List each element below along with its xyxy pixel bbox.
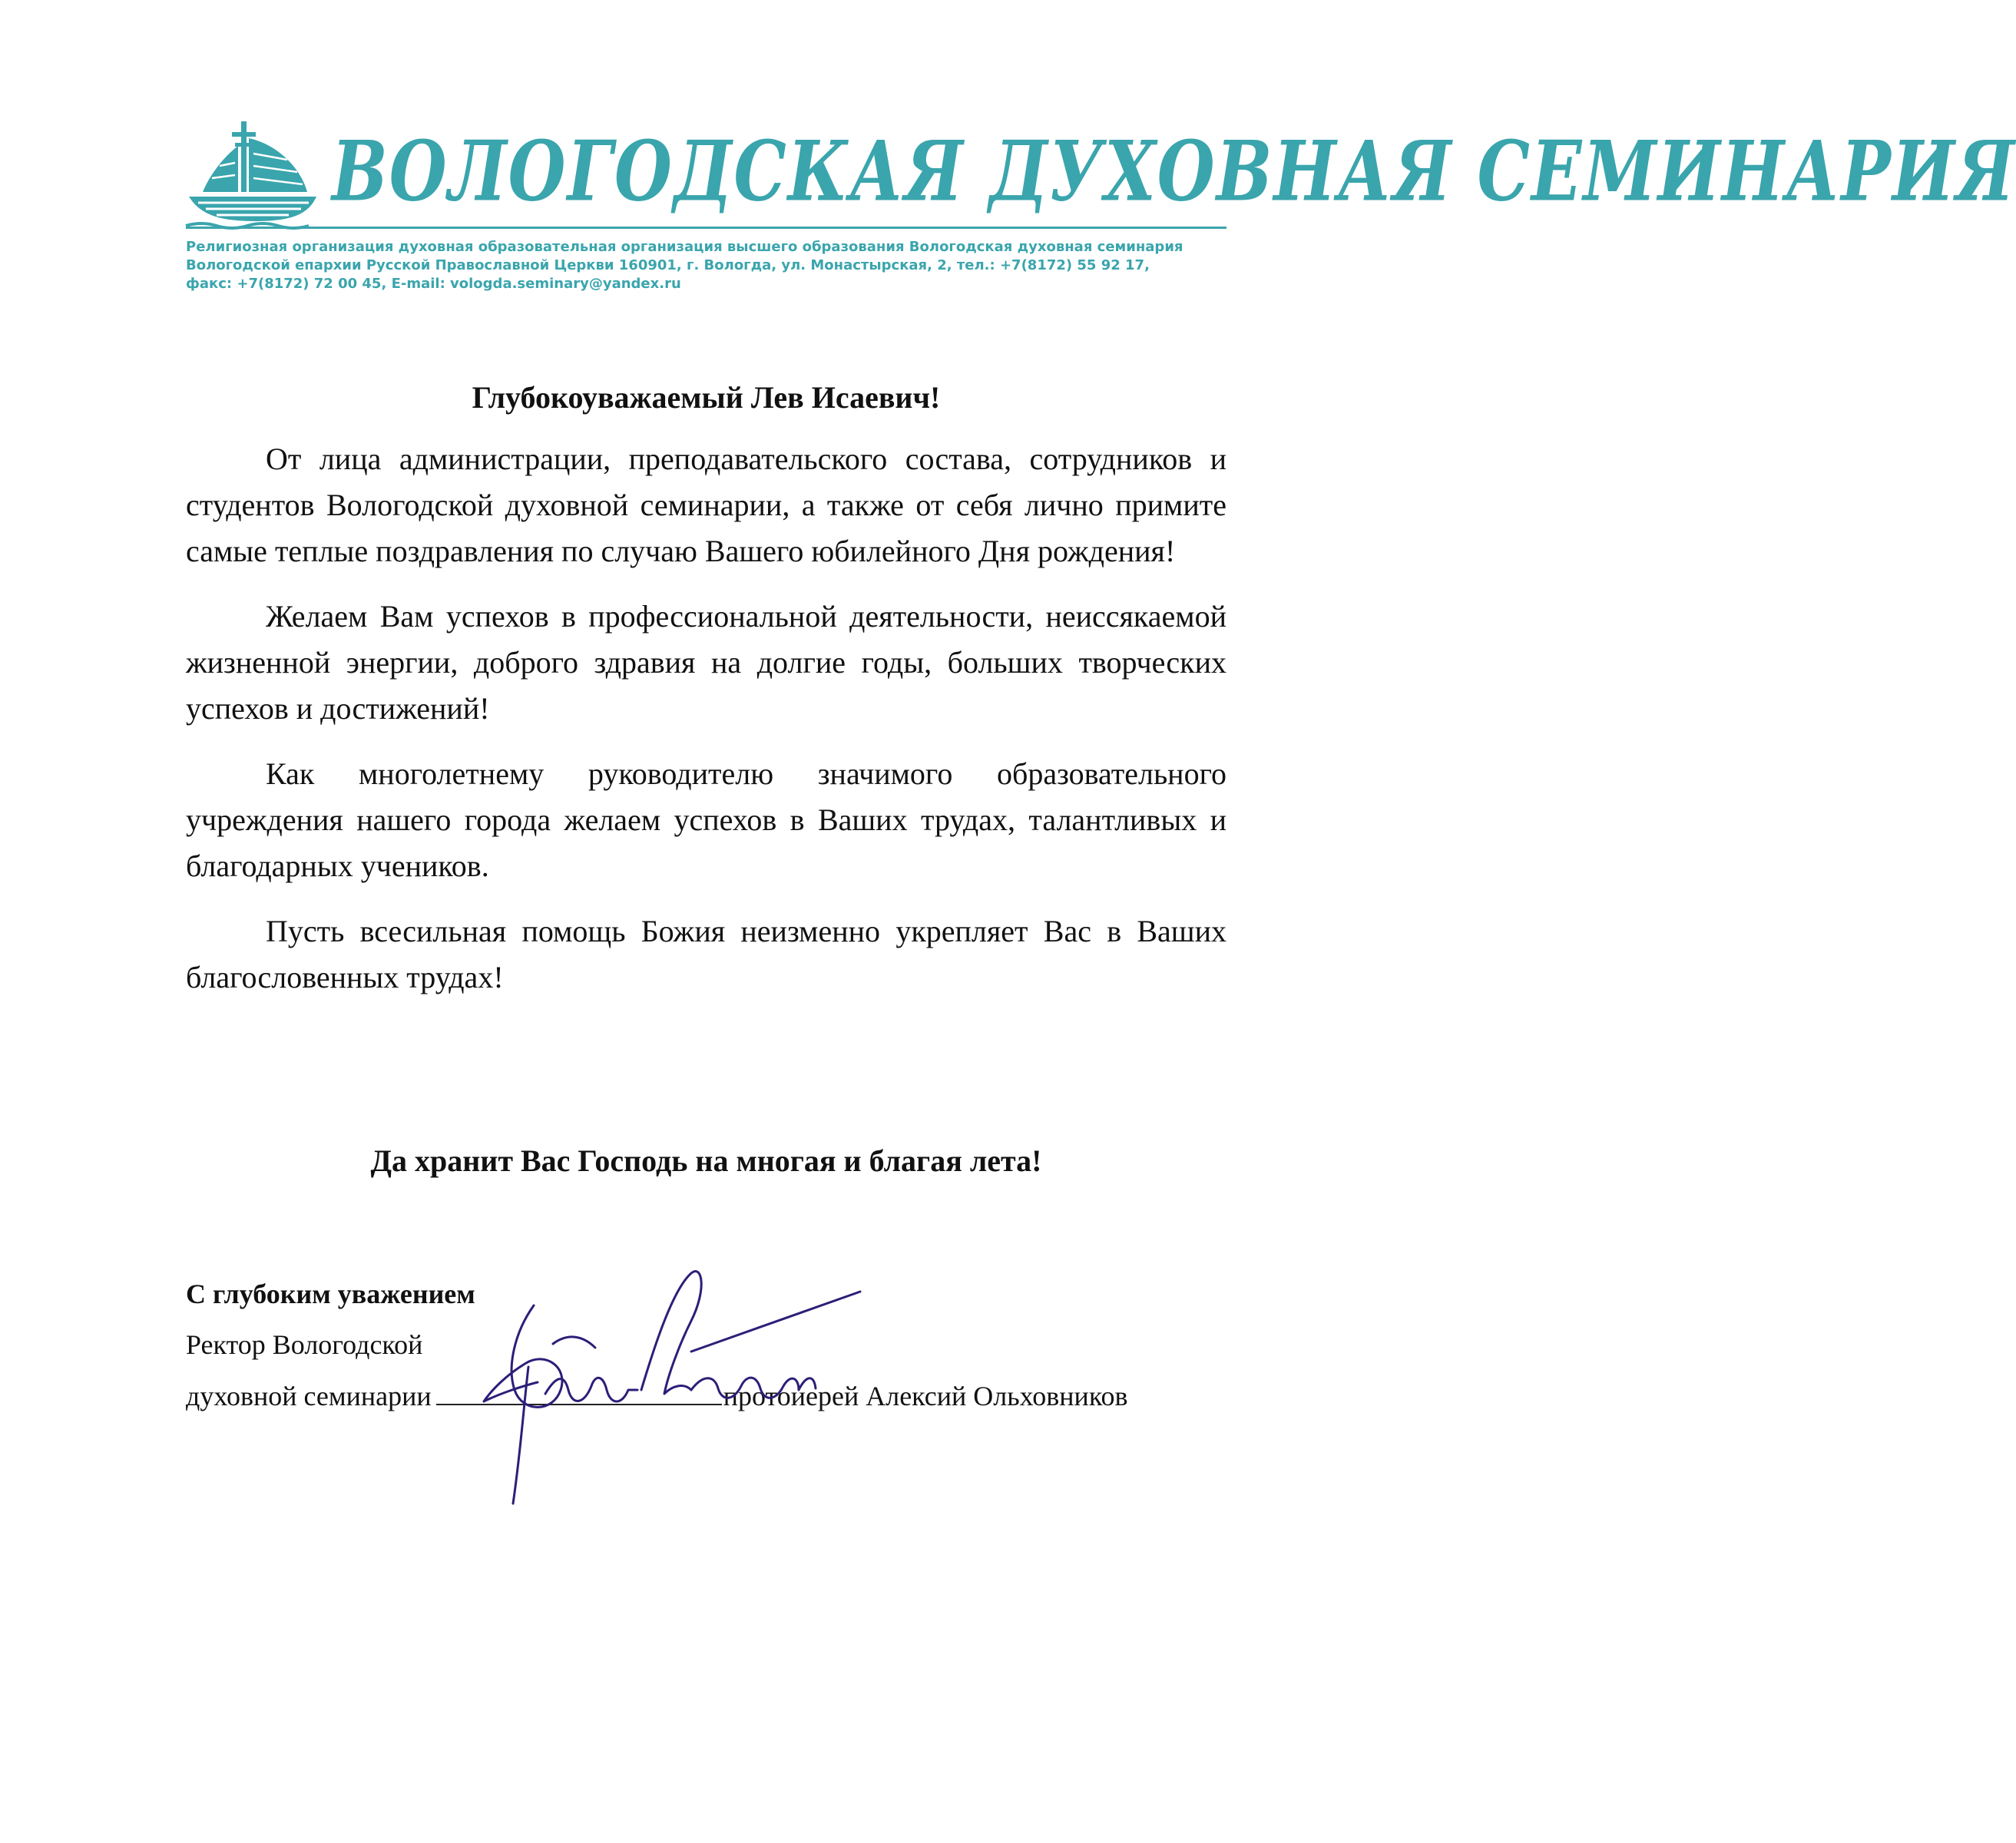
letter-paragraph: Пусть всесильная помощь Божия неизменно укрепляет Вас в Ваших благословенных трудах!	[186, 914, 1226, 994]
letterhead	[186, 115, 2016, 299]
letter-paragraph: От лица администрации, преподавательского состава, сотрудников и студентов Вологодской духовной семинарии, а также от себя лично примите самые теплые поздравления по случаю Вашего юбилейного Дня рождения!	[186, 442, 1226, 568]
letter-greeting: Глубокоуважаемый Лев Исаевич!	[472, 380, 941, 415]
org-details-line: Религиозная организация духовная образовательная организация высшего образования Вологодская духовная семинария	[186, 239, 1183, 255]
org-details-line: Вологодской епархии Русской Православной Церкви 160901, г. Вологда, ул. Монастырская, 2, тел.: +7(8172) 55 92 17,	[186, 257, 1150, 273]
handwritten-signature	[461, 1259, 891, 1520]
letterhead-divider	[186, 227, 1226, 229]
letter-paragraph: Как многолетнему руководителю значимого образовательного учреждения нашего города желаем успехов в Ваших трудах, талантливых и благодарных учеников.	[186, 756, 1226, 883]
regards-line: С глубоким уважением	[186, 1279, 475, 1309]
position-line: духовной семинарии	[186, 1381, 432, 1411]
signatory-name: протоиерей Алексий Ольховников	[723, 1381, 1128, 1411]
letter-paragraph: Желаем Вам успехов в профессиональной деятельности, неиссякаемой жизненной энергии, доброго здравия на долгие годы, больших творческих успехов и достижений!	[186, 599, 1226, 726]
ship-cross-icon	[186, 115, 320, 230]
letter-closing: Да хранит Вас Господь на многая и благая лета!	[370, 1143, 1042, 1178]
org-name: ВОЛОГОДСКАЯ ДУХОВНАЯ СЕМИНАРИЯ	[332, 123, 2016, 220]
org-details	[186, 238, 1226, 293]
letter-body	[186, 436, 1226, 1020]
position-line: Ректор Вологодской	[186, 1329, 423, 1360]
org-details-line: факс: +7(8172) 72 00 45, E-mail: vologda.seminary@yandex.ru	[186, 276, 681, 292]
